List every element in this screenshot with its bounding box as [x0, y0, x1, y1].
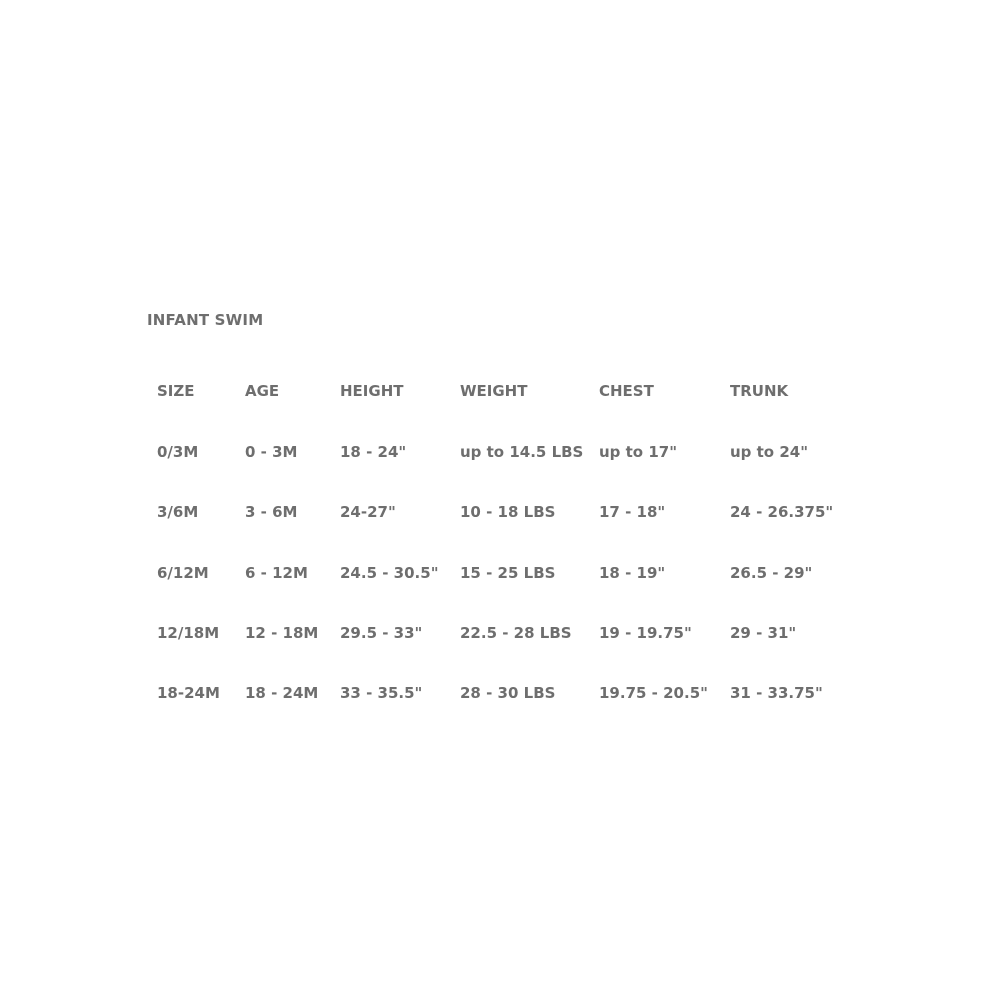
table-cell-weight: 22.5 - 28 LBS — [460, 624, 572, 642]
table-cell-age: 12 - 18M — [245, 624, 319, 642]
table-cell-height: 33 - 35.5" — [340, 684, 423, 702]
table-cell-weight: up to 14.5 LBS — [460, 443, 584, 461]
table-cell-size: 12/18M — [157, 624, 220, 642]
table-cell-chest: up to 17" — [599, 443, 678, 461]
column-header-age: AGE — [245, 382, 280, 400]
table-cell-size: 0/3M — [157, 443, 199, 461]
size-chart-title: INFANT SWIM — [147, 311, 264, 329]
table-cell-height: 24.5 - 30.5" — [340, 564, 439, 582]
table-cell-trunk: up to 24" — [730, 443, 809, 461]
column-header-height: HEIGHT — [340, 382, 404, 400]
column-header-weight: WEIGHT — [460, 382, 528, 400]
table-cell-size: 6/12M — [157, 564, 209, 582]
table-cell-age: 18 - 24M — [245, 684, 319, 702]
table-cell-chest: 17 - 18" — [599, 503, 666, 521]
table-cell-chest: 19 - 19.75" — [599, 624, 692, 642]
table-cell-trunk: 26.5 - 29" — [730, 564, 813, 582]
table-cell-age: 3 - 6M — [245, 503, 298, 521]
table-cell-weight: 15 - 25 LBS — [460, 564, 556, 582]
table-cell-trunk: 24 - 26.375" — [730, 503, 834, 521]
table-cell-trunk: 31 - 33.75" — [730, 684, 823, 702]
table-cell-weight: 28 - 30 LBS — [460, 684, 556, 702]
table-cell-chest: 19.75 - 20.5" — [599, 684, 708, 702]
table-cell-size: 3/6M — [157, 503, 199, 521]
table-cell-size: 18-24M — [157, 684, 220, 702]
column-header-size: SIZE — [157, 382, 195, 400]
table-cell-chest: 18 - 19" — [599, 564, 666, 582]
table-cell-trunk: 29 - 31" — [730, 624, 797, 642]
table-cell-weight: 10 - 18 LBS — [460, 503, 556, 521]
column-header-chest: CHEST — [599, 382, 654, 400]
table-cell-height: 24-27" — [340, 503, 396, 521]
table-cell-age: 6 - 12M — [245, 564, 308, 582]
table-cell-age: 0 - 3M — [245, 443, 298, 461]
table-cell-height: 29.5 - 33" — [340, 624, 423, 642]
table-cell-height: 18 - 24" — [340, 443, 407, 461]
column-header-trunk: TRUNK — [730, 382, 789, 400]
